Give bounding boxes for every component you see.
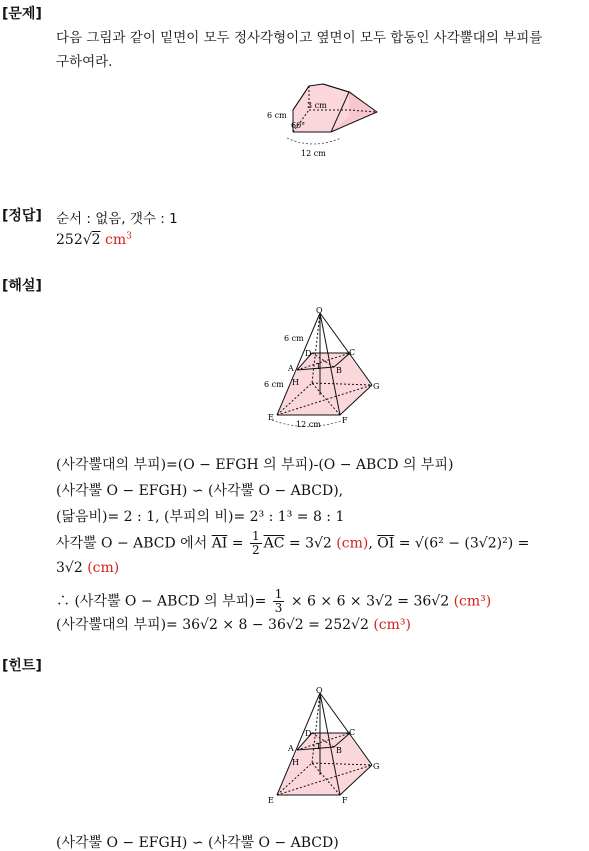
segment-ac: $\overline{AC}$ — [263, 535, 285, 552]
explanation-line6: ∴ (사각뿔 O − ABCD 의 부피)= $\frac{1}{3}$ × 6 × 6 × 3√2 = 36√2 (cm³) — [56, 587, 492, 615]
ai-value: = 3√2 — [288, 535, 332, 552]
oi-unit: cm — [92, 560, 114, 576]
hint-label-I: I — [317, 742, 321, 751]
explanation-line6-calc: × 6 × 6 × 3√2 = 36√2 — [290, 593, 450, 610]
hint-label-G: G — [373, 762, 380, 771]
label-E: E — [268, 413, 274, 422]
explanation-line7: (사각뿔대의 부피)= 36√2 × 8 − 36√2 = 252√2 (cm³) — [56, 617, 411, 633]
hint-line1: (사각뿔 O − EFGH) ∽ (사각뿔 O − ABCD) — [56, 835, 339, 851]
label-D: D — [305, 349, 312, 358]
oi-value: 3√2 — [56, 560, 83, 576]
answer-line1: 순서 : 없음, 갯수 : 1 — [56, 211, 178, 227]
volume-small-unit: cm³ — [459, 593, 486, 610]
explanation-line2: (사각뿔 O − EFGH) ∽ (사각뿔 O − ABCD), — [56, 483, 344, 499]
hint-label-E: E — [268, 796, 274, 805]
label-I: I — [317, 362, 321, 371]
explanation-label: [해설] — [2, 278, 42, 294]
hint-label-D: D — [305, 729, 312, 738]
segment-oi: $\overline{OI}$ — [377, 535, 395, 552]
hint-label-B: B — [336, 746, 342, 755]
hint-label-apex-O: O — [316, 686, 323, 695]
label-H: H — [292, 378, 299, 387]
label-apex-O: O — [316, 306, 323, 315]
hint-label-C: C — [349, 728, 356, 737]
problem-label: [문제] — [2, 6, 42, 22]
oi-formula: = √(6² − (3√2)²) = — [398, 535, 530, 552]
problem-text-line2: 구하여라. — [56, 54, 113, 70]
label-G: G — [373, 382, 380, 391]
hint-label: [힌트] — [2, 658, 42, 674]
segment-ai: $\overline{AI}$ — [211, 535, 228, 552]
fraction-half: $\frac{1}{2}$ — [251, 529, 260, 557]
frustum-top-label: 3 cm — [307, 101, 327, 110]
frustum-angle-label: 60° — [291, 121, 306, 130]
label-B: B — [336, 366, 342, 375]
frustum-figure — [265, 80, 385, 160]
volume-result-unit: cm³ — [378, 617, 406, 633]
answer-label: [정답] — [2, 208, 42, 224]
explanation-line6-prefix: ∴ (사각뿔 O − ABCD 의 부피)= — [56, 593, 267, 610]
pyramid-figure — [262, 305, 392, 430]
fraction-third: $\frac{1}{3}$ — [274, 587, 283, 615]
answer-value-line: 252√2 $cm^3$ — [56, 231, 132, 248]
explanation-line1: (사각뿔대의 부피)=(O − EFGH 의 부피)-(O − ABCD 의 부피) — [56, 457, 454, 473]
explanation-line3: (닮음비)= 2 : 1, (부피의 비)= 2³ : 1³ = 8 : 1 — [56, 509, 345, 525]
hint-label-A: A — [288, 744, 294, 753]
answer-value: 252 — [56, 232, 83, 248]
hint-label-F: F — [342, 796, 348, 805]
problem-text-line1: 다음 그림과 같이 밑면이 모두 정사각형이고 옆면이 모두 합동인 사각뿔대의 부피를 — [56, 30, 543, 46]
label-A: A — [288, 364, 294, 373]
hint-label-H: H — [292, 758, 299, 767]
frustum-side-label: 6 cm — [267, 111, 287, 120]
answer-sqrt: 2 — [91, 232, 101, 248]
hint-pyramid-figure — [262, 685, 392, 810]
explanation-line4: 사각뿔 O − ABCD 에서 $\overline{AI}$ = $\frac{1}{2}$ $\overline{AC} = 3√2$ (cm), $\overline{OI} = √(6^2 - (3√2)^2)$ = — [56, 529, 530, 557]
label-edge-side: 6 cm — [264, 380, 284, 389]
answer-unit: $cm^3$ — [105, 231, 132, 248]
label-C: C — [349, 348, 356, 357]
ai-unit: cm — [341, 535, 363, 552]
label-edge-top: 6 cm — [284, 334, 304, 343]
label-bottom: 12 cm — [296, 420, 321, 429]
label-F: F — [342, 416, 348, 425]
frustum-bottom-label: 12 cm — [301, 149, 326, 158]
explanation-line5: 3√2 (cm) — [56, 560, 120, 576]
explanation-line7-calc: (사각뿔대의 부피)= 36√2 × 8 − 36√2 = 252√2 — [56, 617, 369, 633]
explanation-line4-prefix: 사각뿔 O − ABCD 에서 — [56, 535, 208, 552]
